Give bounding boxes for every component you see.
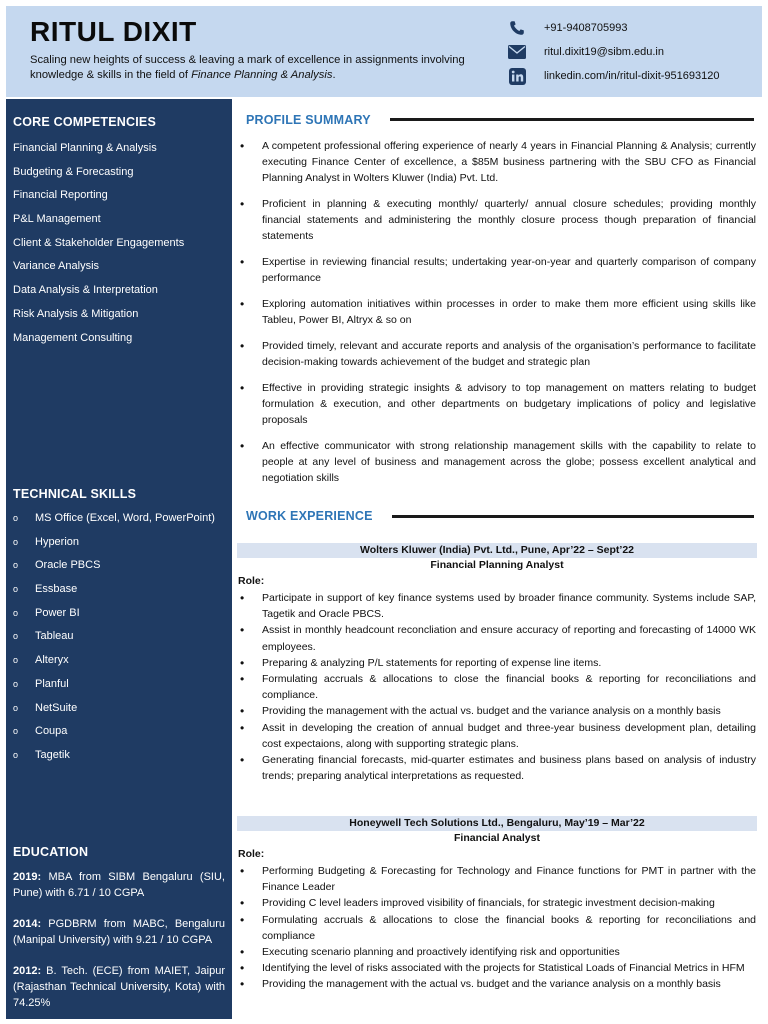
summary-item: • Provided timely, relevant and accurate reports and analysis of the organisation’s performance to facilitate decision-making towards achievement of the budget and strategic plan (238, 338, 756, 370)
linkedin-url[interactable]: linkedin.com/in/ritul-dixit-951693120 (544, 70, 720, 82)
duty-item: • Preparing & analyzing P/L statements for reporting of expense line items. (238, 655, 756, 671)
job-company-bar: Wolters Kluwer (India) Pvt. Ltd., Pune, Apr’22 – Sept’22 (237, 543, 757, 558)
skill-label: Essbase (35, 583, 78, 596)
phone-number[interactable]: +91-9408705993 (544, 22, 628, 34)
competency-item: Risk Analysis & Mitigation (13, 307, 139, 320)
job-company-bar: Honeywell Tech Solutions Ltd., Bengaluru, May’19 – Mar’22 (237, 816, 757, 831)
education-year: 2019: (13, 871, 42, 883)
skill-label: Coupa (35, 725, 68, 738)
duty-item: • Performing Budgeting & Forecasting for Technology and Finance functions for PMT in partner with the Finance Leader (238, 863, 756, 895)
competency-item: Financial Reporting (13, 189, 108, 202)
contact-email (508, 40, 758, 64)
duty-item: • Identifying the level of risks associated with the projects for Statistical Loads of Financial Metrics in HFM (238, 960, 756, 976)
duty-item: • Generating financial forecasts, mid-quarter estimates and business plans based on analysis of industry trends; preparing analytical interpretations as requested. (238, 752, 756, 784)
skill-label: Alteryx (35, 654, 69, 667)
skill-item (13, 720, 215, 744)
duty-item: • Assit in developing the creation of annual budget and three-year business development plan, detailing cost expectaions, along with supporting strategic plans. (238, 720, 756, 752)
summary-item: • Proficient in planning & executing monthly/ quarterly/ annual closure schedules; providing monthly financial statements and administering the monthly closure process though preparation of financial statements (238, 196, 756, 244)
skill-label: Hyperion (35, 535, 80, 548)
summary-item: • Exploring automation initiatives within processes in order to make them more efficient using skills like Tableu, Power BI, Altryx & so on (238, 296, 756, 328)
skill-bullet: o (13, 749, 19, 760)
profile-summary-heading: PROFILE SUMMARY (246, 113, 371, 127)
education-item (13, 916, 225, 948)
skill-label: Tableau (35, 630, 74, 643)
summary-item: • Expertise in reviewing financial results; undertaking year-on-year and quarterly comparison of company performance (238, 254, 756, 286)
competency-item: P&L Management (13, 213, 101, 226)
summary-item: • A competent professional offering experience of nearly 4 years in Financial Planning & Analysis; currently executing Finance Center of excellence, a $85M business partnering with the SBU CFO as Financial Planning Analyst in Wolters Kluwer (India) Pvt. Ltd. (238, 138, 756, 186)
skill-item (13, 744, 215, 768)
contact-block (508, 16, 758, 88)
competency-item: Data Analysis & Interpretation (13, 284, 158, 297)
skill-item (13, 554, 215, 578)
skill-label: Power BI (35, 606, 80, 619)
work-experience-heading: WORK EXPERIENCE (246, 509, 373, 523)
contact-phone (508, 16, 758, 40)
duty-item: • Formulating accruals & allocations to close the financial books & reporting for reconciliations and compliance. (238, 671, 756, 703)
phone-icon (508, 19, 526, 37)
education-item (13, 963, 225, 1011)
education-text: MBA from SIBM Bengaluru (SIU, Pune) with 6.71 / 10 CGPA (13, 871, 225, 899)
skill-bullet: o (13, 560, 19, 571)
tagline-main: Scaling new heights of success & leaving a mark of excellence in assignments involving knowledge & skills in the field of (30, 54, 465, 81)
tagline (30, 53, 500, 83)
skill-item (13, 649, 215, 673)
email-address[interactable]: ritul.dixit19@sibm.edu.in (544, 46, 664, 58)
education-item (13, 869, 225, 901)
skill-item (13, 602, 215, 626)
summary-item: • Effective in providing strategic insights & advisory to top management on matters relating to budget formulation & execution, and other departments on budgetary implications of policy and legislative proposals (238, 380, 756, 428)
competency-item: Financial Planning & Analysis (13, 142, 157, 154)
skill-bullet: o (13, 536, 19, 547)
skill-bullet: o (13, 584, 19, 595)
tagline-end: . (332, 69, 336, 81)
competency-item: Management Consulting (13, 331, 133, 344)
skill-label: MS Office (Excel, Word, PowerPoint) (35, 512, 215, 524)
role-label: Role: (238, 848, 265, 860)
job-title: Financial Planning Analyst (430, 559, 564, 571)
education-year: 2014: (13, 918, 42, 930)
skill-item (13, 578, 215, 602)
skill-bullet: o (13, 607, 19, 618)
skill-item (13, 531, 215, 555)
job-duties-list (238, 590, 756, 784)
job-duties-list (238, 863, 756, 993)
duty-item: • Assist in monthly headcount reconcliation and ensure accuracy of reporting and forecasting of 14000 WK employees. (238, 622, 756, 654)
duty-item: • Formulating accruals & allocations to close the financial books & reporting for reconciliations and compliance (238, 912, 756, 944)
skill-label: Tagetik (35, 748, 70, 761)
skill-bullet: o (13, 678, 19, 689)
duty-item: • Participate in support of key finance systems used by broader finance community. Systems include SAP, Tagetik and Oracle PBCS. (238, 590, 756, 622)
skills-list (13, 507, 215, 768)
skill-item (13, 673, 215, 697)
job-title: Financial Analyst (454, 832, 540, 844)
education-text: B. Tech. (ECE) from MAIET, Jaipur (Rajasthan Technical University, Kota) with 74.25% (13, 965, 225, 1009)
skill-item (13, 625, 215, 649)
skill-bullet: o (13, 655, 19, 666)
competency-item: Budgeting & Forecasting (13, 165, 134, 178)
skill-bullet: o (13, 513, 19, 523)
education-heading: EDUCATION (13, 845, 89, 859)
section-divider (390, 118, 754, 121)
technical-skills-heading: TECHNICAL SKILLS (13, 487, 137, 501)
email-icon (508, 43, 526, 61)
duty-item: • Executing scenario planning and proactively identifying risk and opportunities (238, 944, 756, 960)
skill-bullet: o (13, 702, 19, 713)
skill-label: NetSuite (35, 701, 78, 714)
duty-item: • Providing C level leaders improved visibility of financials, for strategic investment decision-making (238, 895, 756, 911)
contact-linkedin (508, 64, 758, 88)
skill-label: Oracle PBCS (35, 559, 101, 572)
competency-item: Variance Analysis (13, 260, 100, 273)
duty-item: • Providing the management with the actual vs. budget and the variance analysis on a monthly basis (238, 703, 756, 719)
candidate-name: RITUL DIXIT (30, 16, 197, 47)
linkedin-icon (508, 67, 526, 85)
skill-bullet: o (13, 631, 19, 642)
competency-item: Client & Stakeholder Engagements (13, 236, 185, 249)
role-label: Role: (238, 575, 265, 587)
skill-label: Planful (35, 677, 69, 690)
sidebar (6, 99, 232, 1019)
profile-summary-list (238, 138, 756, 486)
education-text: PGDBRM from MABC, Bengaluru (Manipal University) with 9.21 / 10 CGPA (13, 918, 225, 946)
section-divider (392, 515, 754, 518)
skill-item (13, 507, 215, 531)
tagline-emphasis: Finance Planning & Analysis (191, 69, 333, 81)
competencies-list (13, 137, 184, 350)
education-year: 2012: (13, 965, 42, 977)
summary-item: • An effective communicator with strong relationship management skills with the capability to relate to people at any level of business and management across the globe; possess excellent analytical and negotiation skills (238, 438, 756, 486)
skill-item (13, 697, 215, 721)
skill-bullet: o (13, 726, 19, 737)
core-competencies-heading: CORE COMPETENCIES (13, 115, 156, 129)
resume-header (6, 6, 762, 97)
duty-item: • Providing the management with the actual vs. budget and the variance analysis on a monthly basis (238, 976, 756, 992)
